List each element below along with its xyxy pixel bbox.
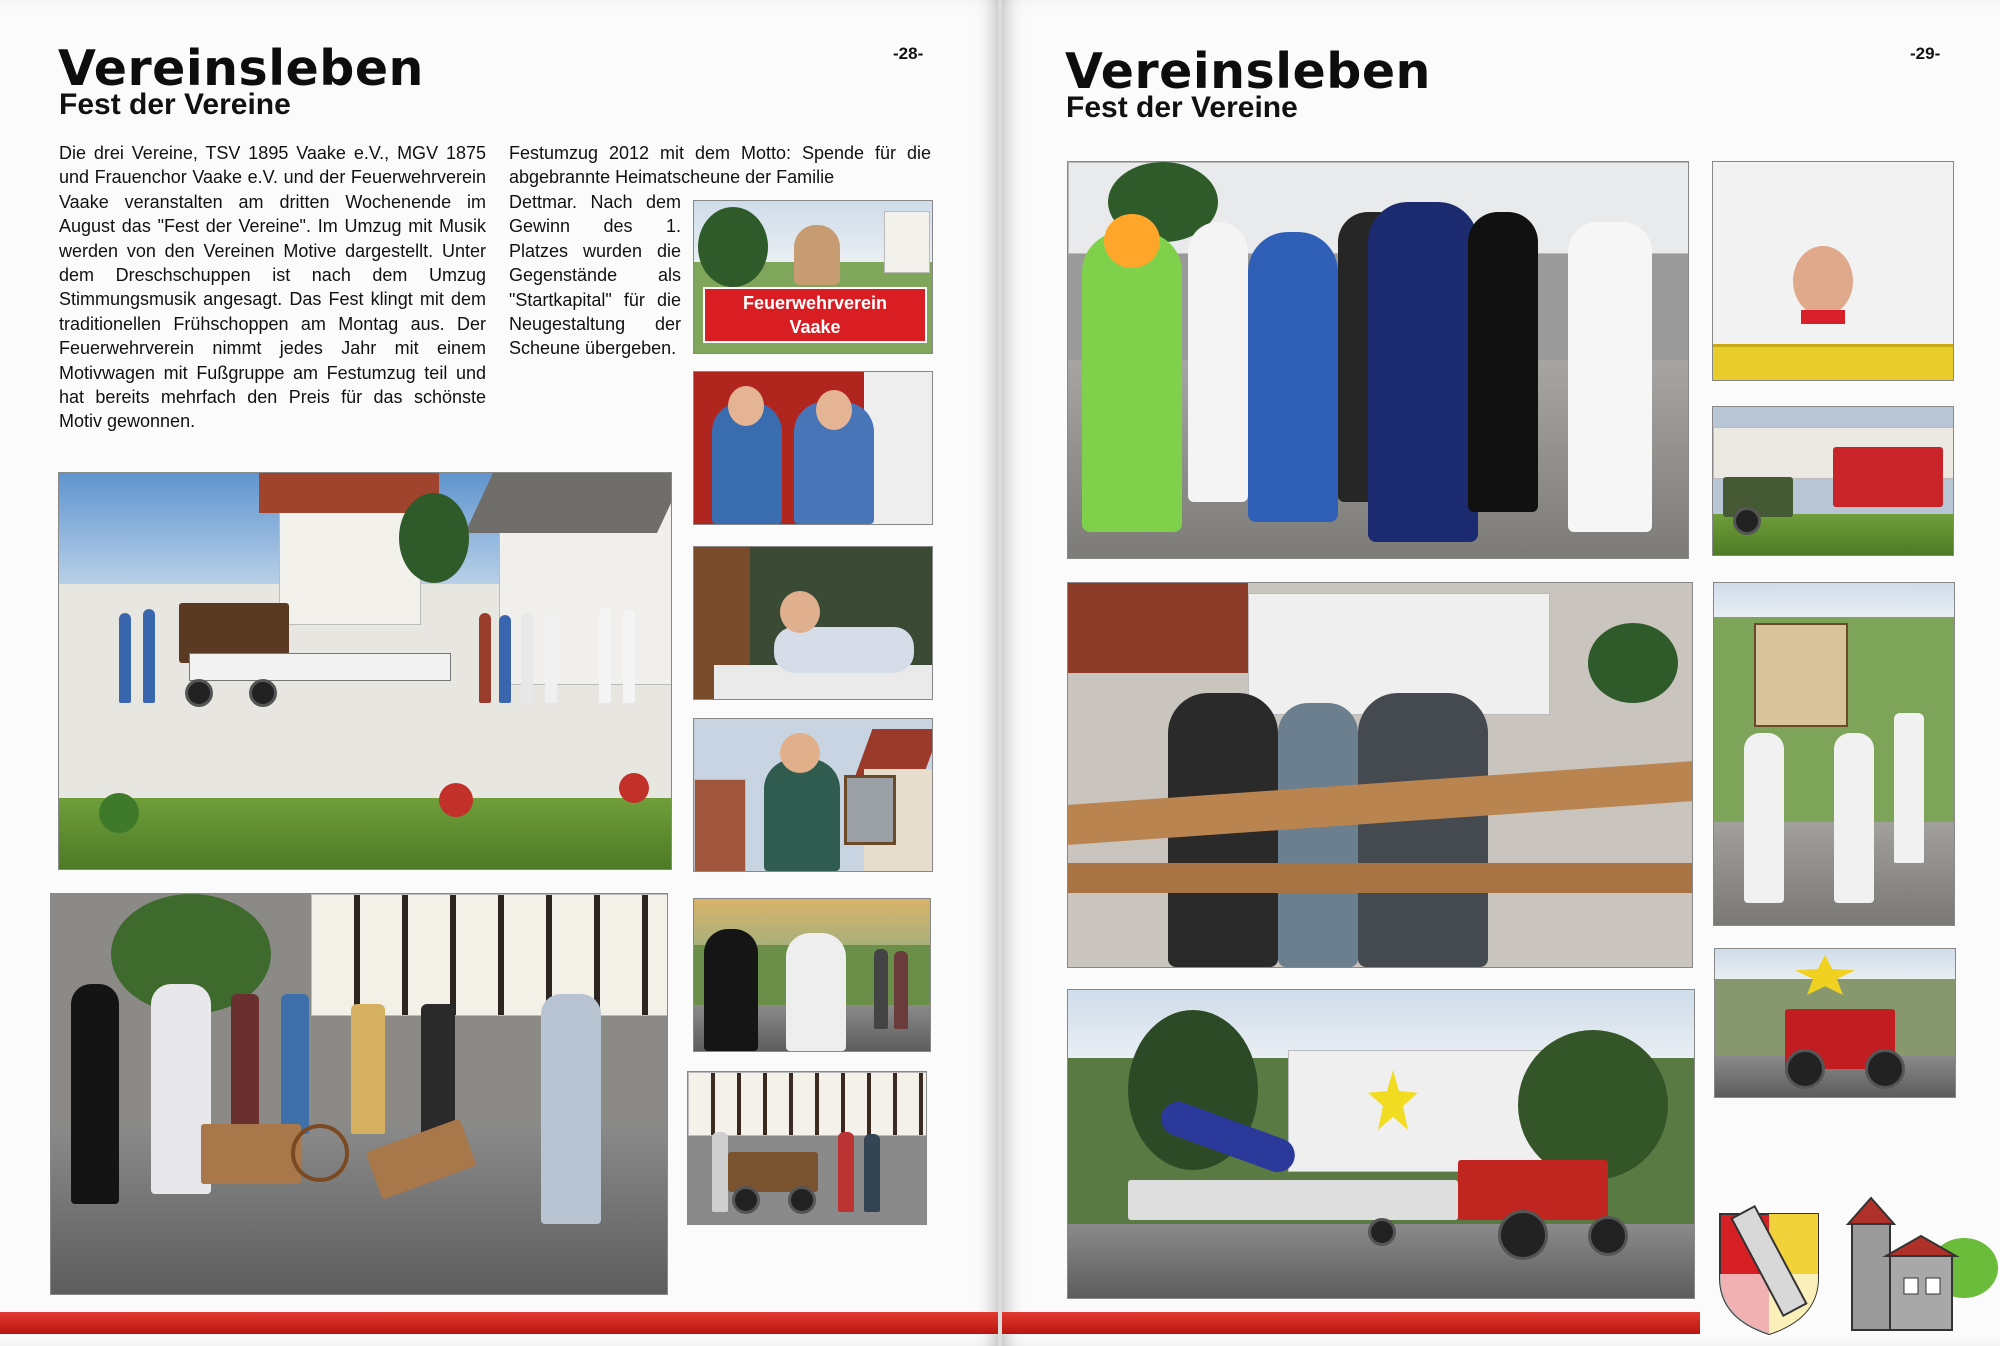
photo-woman-in-cart	[693, 546, 933, 700]
photo-tractor-wagon-small	[1712, 406, 1954, 556]
left-page	[0, 0, 998, 1346]
sign-line-2: Vaake	[789, 317, 841, 337]
article-text-column-1: Die drei Vereine, TSV 1895 Vaake e.V., MGV 1875 und Frauenchor Vaake e.V. und der Feuerwehrverein Vaake veranstalten am dritten Wochenende im August das "Fest der Vereine". Im Umzug mit Musik werden von den Vereinen Motive dargestellt. Unter dem Dreschschuppen ist nach dem Umzug Stimmungsmusik angesagt. Das Fest klingt mit dem traditionellen Frühschoppen am Montag aus. Der Feuerwehrverein nimmt jedes Jahr mit einem Motivwagen mit Fußgruppe am Festumzug teil und hat bereits mehrfach den Preis für das schönste Motiv gewonnen.	[59, 143, 486, 432]
photo-group-with-tools	[50, 893, 668, 1295]
page-number: -28-	[893, 44, 924, 63]
page-subtitle: Fest der Vereine	[1066, 91, 1298, 124]
photo-woman-with-washboard	[693, 718, 933, 872]
article-text-column-2a: Festumzug 2012 mit dem Motto: Spende für die abgebrannte Heimatscheune der Familie	[509, 143, 931, 188]
page-title: Vereinsleben	[1065, 43, 1431, 100]
sign-line-1: Feuerwehrverein	[742, 293, 888, 313]
photo-two-women	[693, 371, 933, 525]
page-footer-band	[0, 1312, 998, 1334]
right-page	[1002, 0, 2000, 1346]
feuerwehrverein-sign	[703, 287, 927, 343]
photo-tractor-star	[1714, 948, 1956, 1098]
photo-three-people-waving	[1067, 582, 1693, 968]
article-text-column-2b: Dettmar. Nach dem Gewinn des 1. Platzes wurden die Gegenstände als "Startkapital" für die Neugestaltung der Scheune übergeben.	[509, 192, 681, 359]
page-title: Vereinsleben	[58, 40, 424, 97]
photo-parade-star-tractor	[1067, 989, 1695, 1299]
page-footer-band	[1002, 1312, 1700, 1334]
page-number: -29-	[1910, 44, 1941, 63]
photo-street-group	[687, 1071, 927, 1225]
photo-feuerwehrverein-sign	[693, 200, 933, 354]
page-subtitle: Fest der Vereine	[59, 88, 291, 121]
village-emblem-icon	[1716, 1186, 2000, 1336]
photo-costume-group	[1067, 161, 1689, 559]
photo-handover	[693, 898, 931, 1052]
photo-man-red-bowtie	[1712, 161, 1954, 381]
photo-flag-bearers	[1713, 582, 1955, 926]
photo-parade-wagon	[58, 472, 672, 870]
